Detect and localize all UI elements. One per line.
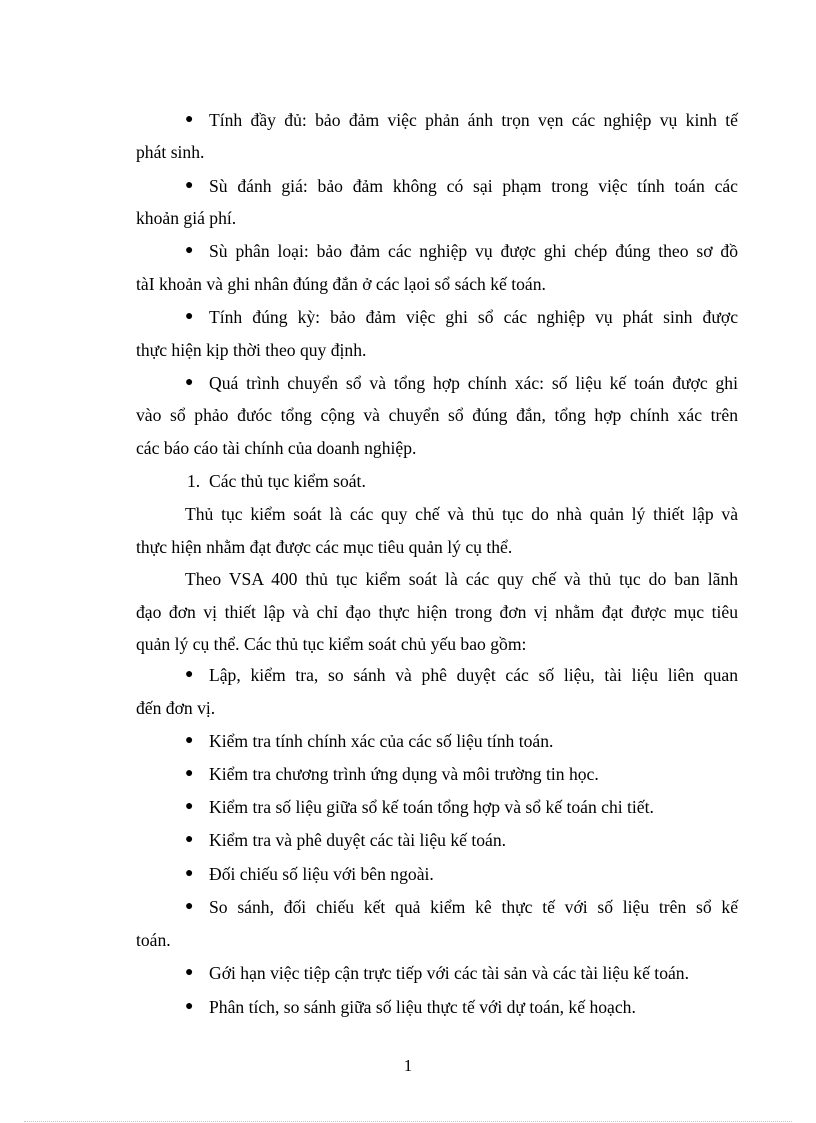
- bullet-icon: ●: [185, 766, 194, 781]
- bullet-icon: ●: [185, 866, 194, 881]
- page-number: 1: [403, 1056, 413, 1075]
- text-line: Theo VSA 400 thủ tục kiểm soát là các quy chế và thủ tục do ban lãnh: [185, 569, 738, 589]
- text-line: Sù phân loại: bảo đảm các nghiệp vụ được ghi chép đúng theo sơ đồ: [209, 241, 738, 261]
- text-line: thực hiện nhằm đạt được các mục tiêu quản lý cụ thể.: [136, 537, 513, 557]
- text-line: Sù đánh giá: bảo đảm không có sại phạm trong việc tính toán các: [209, 176, 738, 196]
- bullet-icon: ●: [185, 965, 194, 980]
- text-line: đạo đơn vị thiết lập và chỉ đạo thực hiện trong đơn vị nhằm đạt được mục tiêu: [136, 602, 738, 622]
- text-line: Thủ tục kiểm soát là các quy chế và thủ tục do nhà quản lý thiết lập và: [185, 504, 738, 524]
- text-line: Quá trình chuyển sổ và tổng hợp chính xác: số liệu kế toán được ghi: [209, 373, 738, 393]
- bullet-icon: ●: [185, 733, 194, 748]
- bullet-icon: ●: [185, 309, 194, 324]
- text-line: Kiểm tra và phê duyệt các tài liệu kế toán.: [209, 830, 507, 850]
- text-line: Tính đầy đủ: bảo đảm việc phản ánh trọn vẹn các nghiệp vụ kinh tế: [209, 110, 738, 130]
- bullet-icon: ●: [185, 375, 194, 390]
- bullet-icon: ●: [185, 799, 194, 814]
- text-line: phát sinh.: [136, 142, 205, 162]
- text-line: tàI khoản và ghi nhân đúng đắn ở các lạoi sổ sách kế toán.: [136, 274, 546, 294]
- text-line: Đối chiếu số liệu với bên ngoài.: [209, 864, 434, 884]
- text-line: vào sổ phảo đưóc tổng cộng và chuyển sổ đúng đắn, tổng hợp chính xác trên: [136, 405, 738, 425]
- text-line: Gới hạn việc tiệp cận trực tiếp với các tài sản và các tài liệu kế toán.: [209, 963, 689, 983]
- text-line: Lập, kiểm tra, so sánh và phê duyệt các số liệu, tài liệu liên quan: [209, 665, 738, 685]
- text-line: khoản giá phí.: [136, 208, 237, 228]
- text-line: đến đơn vị.: [136, 698, 216, 718]
- text-line: Kiểm tra tính chính xác của các số liệu tính toán.: [209, 731, 554, 751]
- text-line: Kiểm tra chương trình ứng dụng và môi trường tin học.: [209, 764, 599, 784]
- bullet-icon: ●: [185, 112, 194, 127]
- text-line: Kiểm tra số liệu giữa sổ kế toán tổng hợp và sổ kế toán chi tiết.: [209, 797, 654, 817]
- list-number: 1.: [187, 471, 201, 491]
- text-line: thực hiện kịp thời theo quy định.: [136, 340, 367, 360]
- bullet-icon: ●: [185, 899, 194, 914]
- text-line: So sánh, đối chiếu kết quả kiểm kê thực tế với số liệu trên sổ kế: [209, 897, 738, 917]
- text-line: Tính đúng kỳ: bảo đảm việc ghi sổ các nghiệp vụ phát sinh được: [209, 307, 738, 327]
- bullet-icon: ●: [185, 178, 194, 193]
- section-heading: Các thủ tục kiểm soát.: [209, 471, 366, 491]
- bullet-icon: ●: [185, 999, 194, 1014]
- bullet-icon: ●: [185, 243, 194, 258]
- text-line: quản lý cụ thể. Các thủ tục kiểm soát chủ yếu bao gồm:: [136, 634, 527, 654]
- bullet-icon: ●: [185, 832, 194, 847]
- text-line: các báo cáo tài chính của doanh nghiệp.: [136, 438, 417, 458]
- page-boundary-divider: [24, 1121, 792, 1122]
- text-line: Phân tích, so sánh giữa số liệu thực tế với dự toán, kế hoạch.: [209, 997, 636, 1017]
- text-line: toán.: [136, 930, 171, 950]
- bullet-icon: ●: [185, 667, 194, 682]
